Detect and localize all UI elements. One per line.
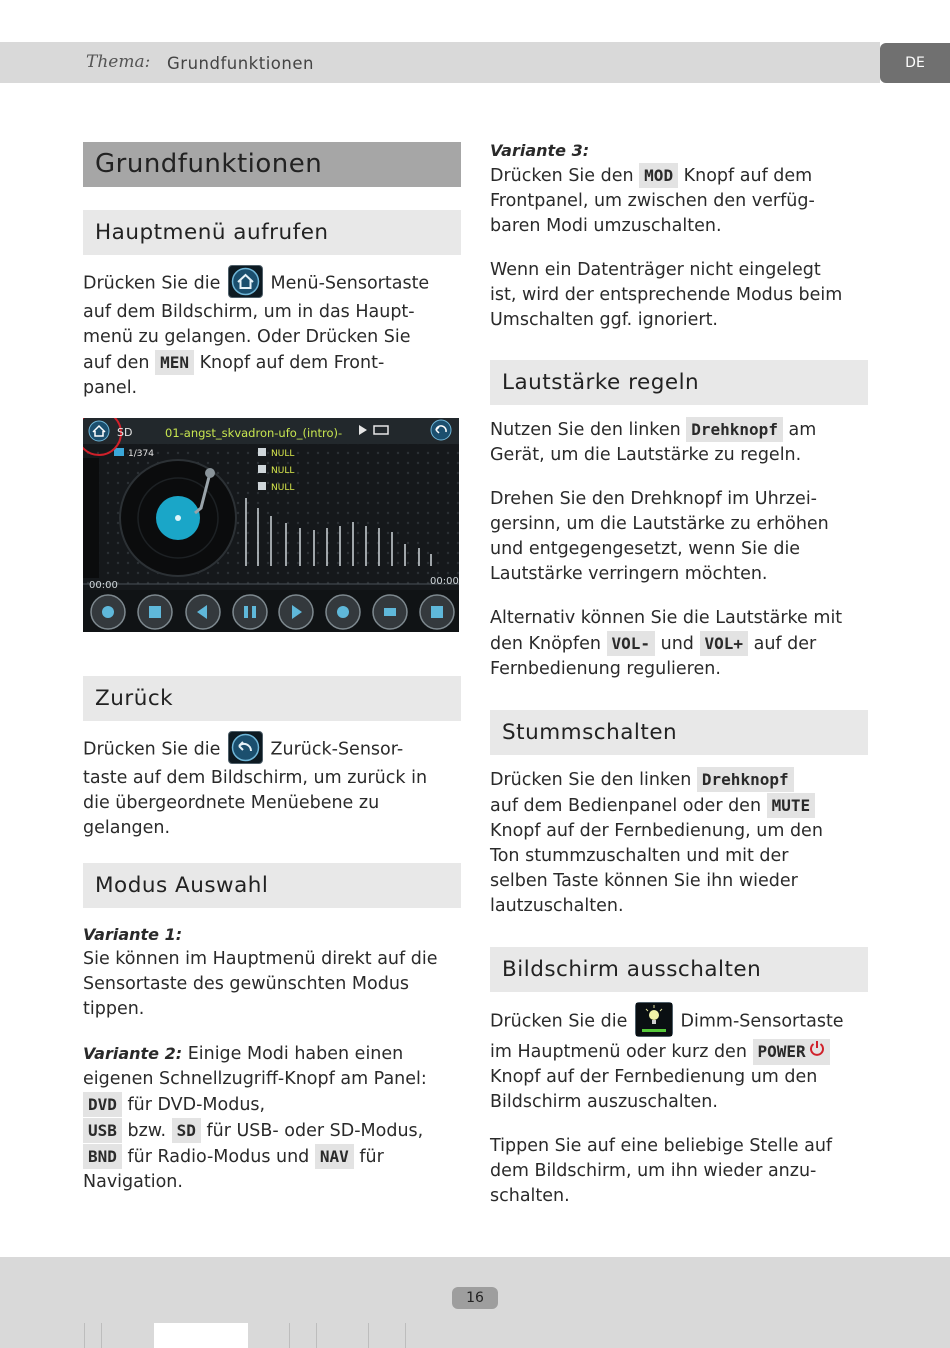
power-icon	[809, 1038, 825, 1063]
player-source: SD	[117, 426, 133, 439]
page-number: 16	[452, 1287, 498, 1309]
player-track: 01-angst_skvadron-ufo_(intro)-	[165, 426, 343, 440]
paragraph: Drücken Sie die Dimm-Sensortaste im Hauptmenü oder kurz den POWER Knopf auf der Fernbedienung um den Bildschirm auszuschalten.	[490, 1004, 868, 1115]
paragraph: Wenn ein Datenträger nicht eingelegt ist, wird der entsprechende Modus beim Umschalten ggf. ignoriert.	[490, 260, 843, 330]
section-zurueck	[83, 676, 461, 841]
key-power: POWER	[753, 1039, 830, 1065]
section-title: Modus Auswahl	[83, 863, 461, 908]
dimm-icon	[635, 1002, 673, 1037]
player-counter: 1/374	[128, 449, 154, 459]
section-title: Stummschalten	[490, 710, 868, 755]
section-modus	[83, 863, 461, 1195]
section-variante3: Variante 3: Drücken Sie den MOD Knopf auf dem Frontpanel, um zwischen den verfüg- baren Modi umzuschalten. Wenn ein Datenträger nicht eingelegt ist, wird der entsprechende Modus beim Umschalten ggf. ignoriert.	[490, 138, 868, 333]
section-title: Lautstärke regeln	[490, 360, 868, 405]
header-label: Thema:	[86, 52, 151, 72]
player-time-right: 00:00	[430, 576, 459, 587]
key-usb: USB	[83, 1118, 122, 1143]
key-vol-plus: VOL+	[700, 631, 749, 656]
paragraph: Drehen Sie den Drehknopf im Uhrzei- gersinn, um die Lautstärke zu erhöhen und entgegengesetzt, wenn Sie die Lautstärke verringern möchten.	[490, 489, 829, 584]
section-title: Hauptmenü aufrufen	[83, 210, 461, 255]
language-tab[interactable]: DE	[880, 43, 950, 83]
main-title: Grundfunktionen	[83, 142, 461, 187]
key-bnd: BND	[83, 1144, 122, 1169]
key-dvd: DVD	[83, 1092, 122, 1117]
paragraph: Tippen Sie auf eine beliebige Stelle auf dem Bildschirm, um ihn wieder anzu- schalten.	[490, 1136, 833, 1206]
section-hauptmenu	[83, 210, 461, 401]
section-lautstaerke	[490, 360, 868, 682]
footer-divider	[101, 1323, 102, 1348]
key-mute: MUTE	[767, 793, 816, 818]
back-icon	[228, 731, 263, 764]
footer-divider	[405, 1323, 406, 1348]
paragraph: Drücken Sie die Zurück-Sensor- taste auf dem Bildschirm, um zurück in die übergeordnete Menüebene zu gelangen.	[83, 733, 461, 841]
paragraph: Drücken Sie die Menü-Sensortaste auf dem Bildschirm, um in das Haupt- menü zu gelangen. Oder Drücken Sie auf den MEN Knopf auf dem Front- panel.	[83, 267, 461, 401]
player-info-3: NULL	[271, 483, 295, 493]
player-info-1: NULL	[271, 449, 295, 459]
paragraph: Variante 2: Einige Modi haben einen eigenen Schnellzugriff-Knopf am Panel: DVD für DVD-Modus, USB bzw. SD für USB- oder SD-Modus, BND für Radio-Modus und NAV für Navigation.	[83, 1044, 427, 1192]
footer-divider	[316, 1323, 317, 1348]
section-title: Bildschirm ausschalten	[490, 947, 868, 992]
key-drehknopf-2: Drehknopf	[697, 767, 794, 792]
footer-divider	[84, 1323, 85, 1348]
paragraph: Variante 1: Sie können im Hauptmenü direkt auf die Sensortaste des gewünschten Modus tippen.	[83, 925, 438, 1019]
paragraph: Nutzen Sie den linken Drehknopf am Gerät, um die Lautstärke zu regeln.	[490, 417, 868, 468]
key-drehknopf: Drehknopf	[686, 417, 783, 442]
footer-divider	[368, 1323, 369, 1348]
section-stummschalten	[490, 710, 868, 919]
footer-decoration	[154, 1323, 248, 1348]
section-title: Zurück	[83, 676, 461, 721]
footer-divider	[289, 1323, 290, 1348]
key-nav: NAV	[315, 1144, 354, 1169]
player-screenshot	[83, 418, 459, 632]
player-info-2: NULL	[271, 466, 295, 476]
home-icon	[228, 265, 263, 298]
key-vol-minus: VOL-	[607, 631, 656, 656]
player-time-left: 00:00	[89, 580, 118, 591]
paragraph: Drücken Sie den linken Drehknopf auf dem Bedienpanel oder den MUTE Knopf auf der Fernbedienung, um den Ton stummzuschalten und mit der selben Taste können Sie ihn wieder lautzuschalten.	[490, 767, 868, 919]
paragraph: Alternativ können Sie die Lautstärke mit den Knöpfen VOL- und VOL+ auf der Fernbedienung regulieren.	[490, 608, 843, 679]
key-mod: MOD	[639, 163, 678, 188]
section-bildschirm	[490, 947, 868, 1209]
key-men: MEN	[155, 350, 194, 375]
header-title: Grundfunktionen	[167, 54, 314, 73]
key-sd: SD	[172, 1118, 201, 1143]
